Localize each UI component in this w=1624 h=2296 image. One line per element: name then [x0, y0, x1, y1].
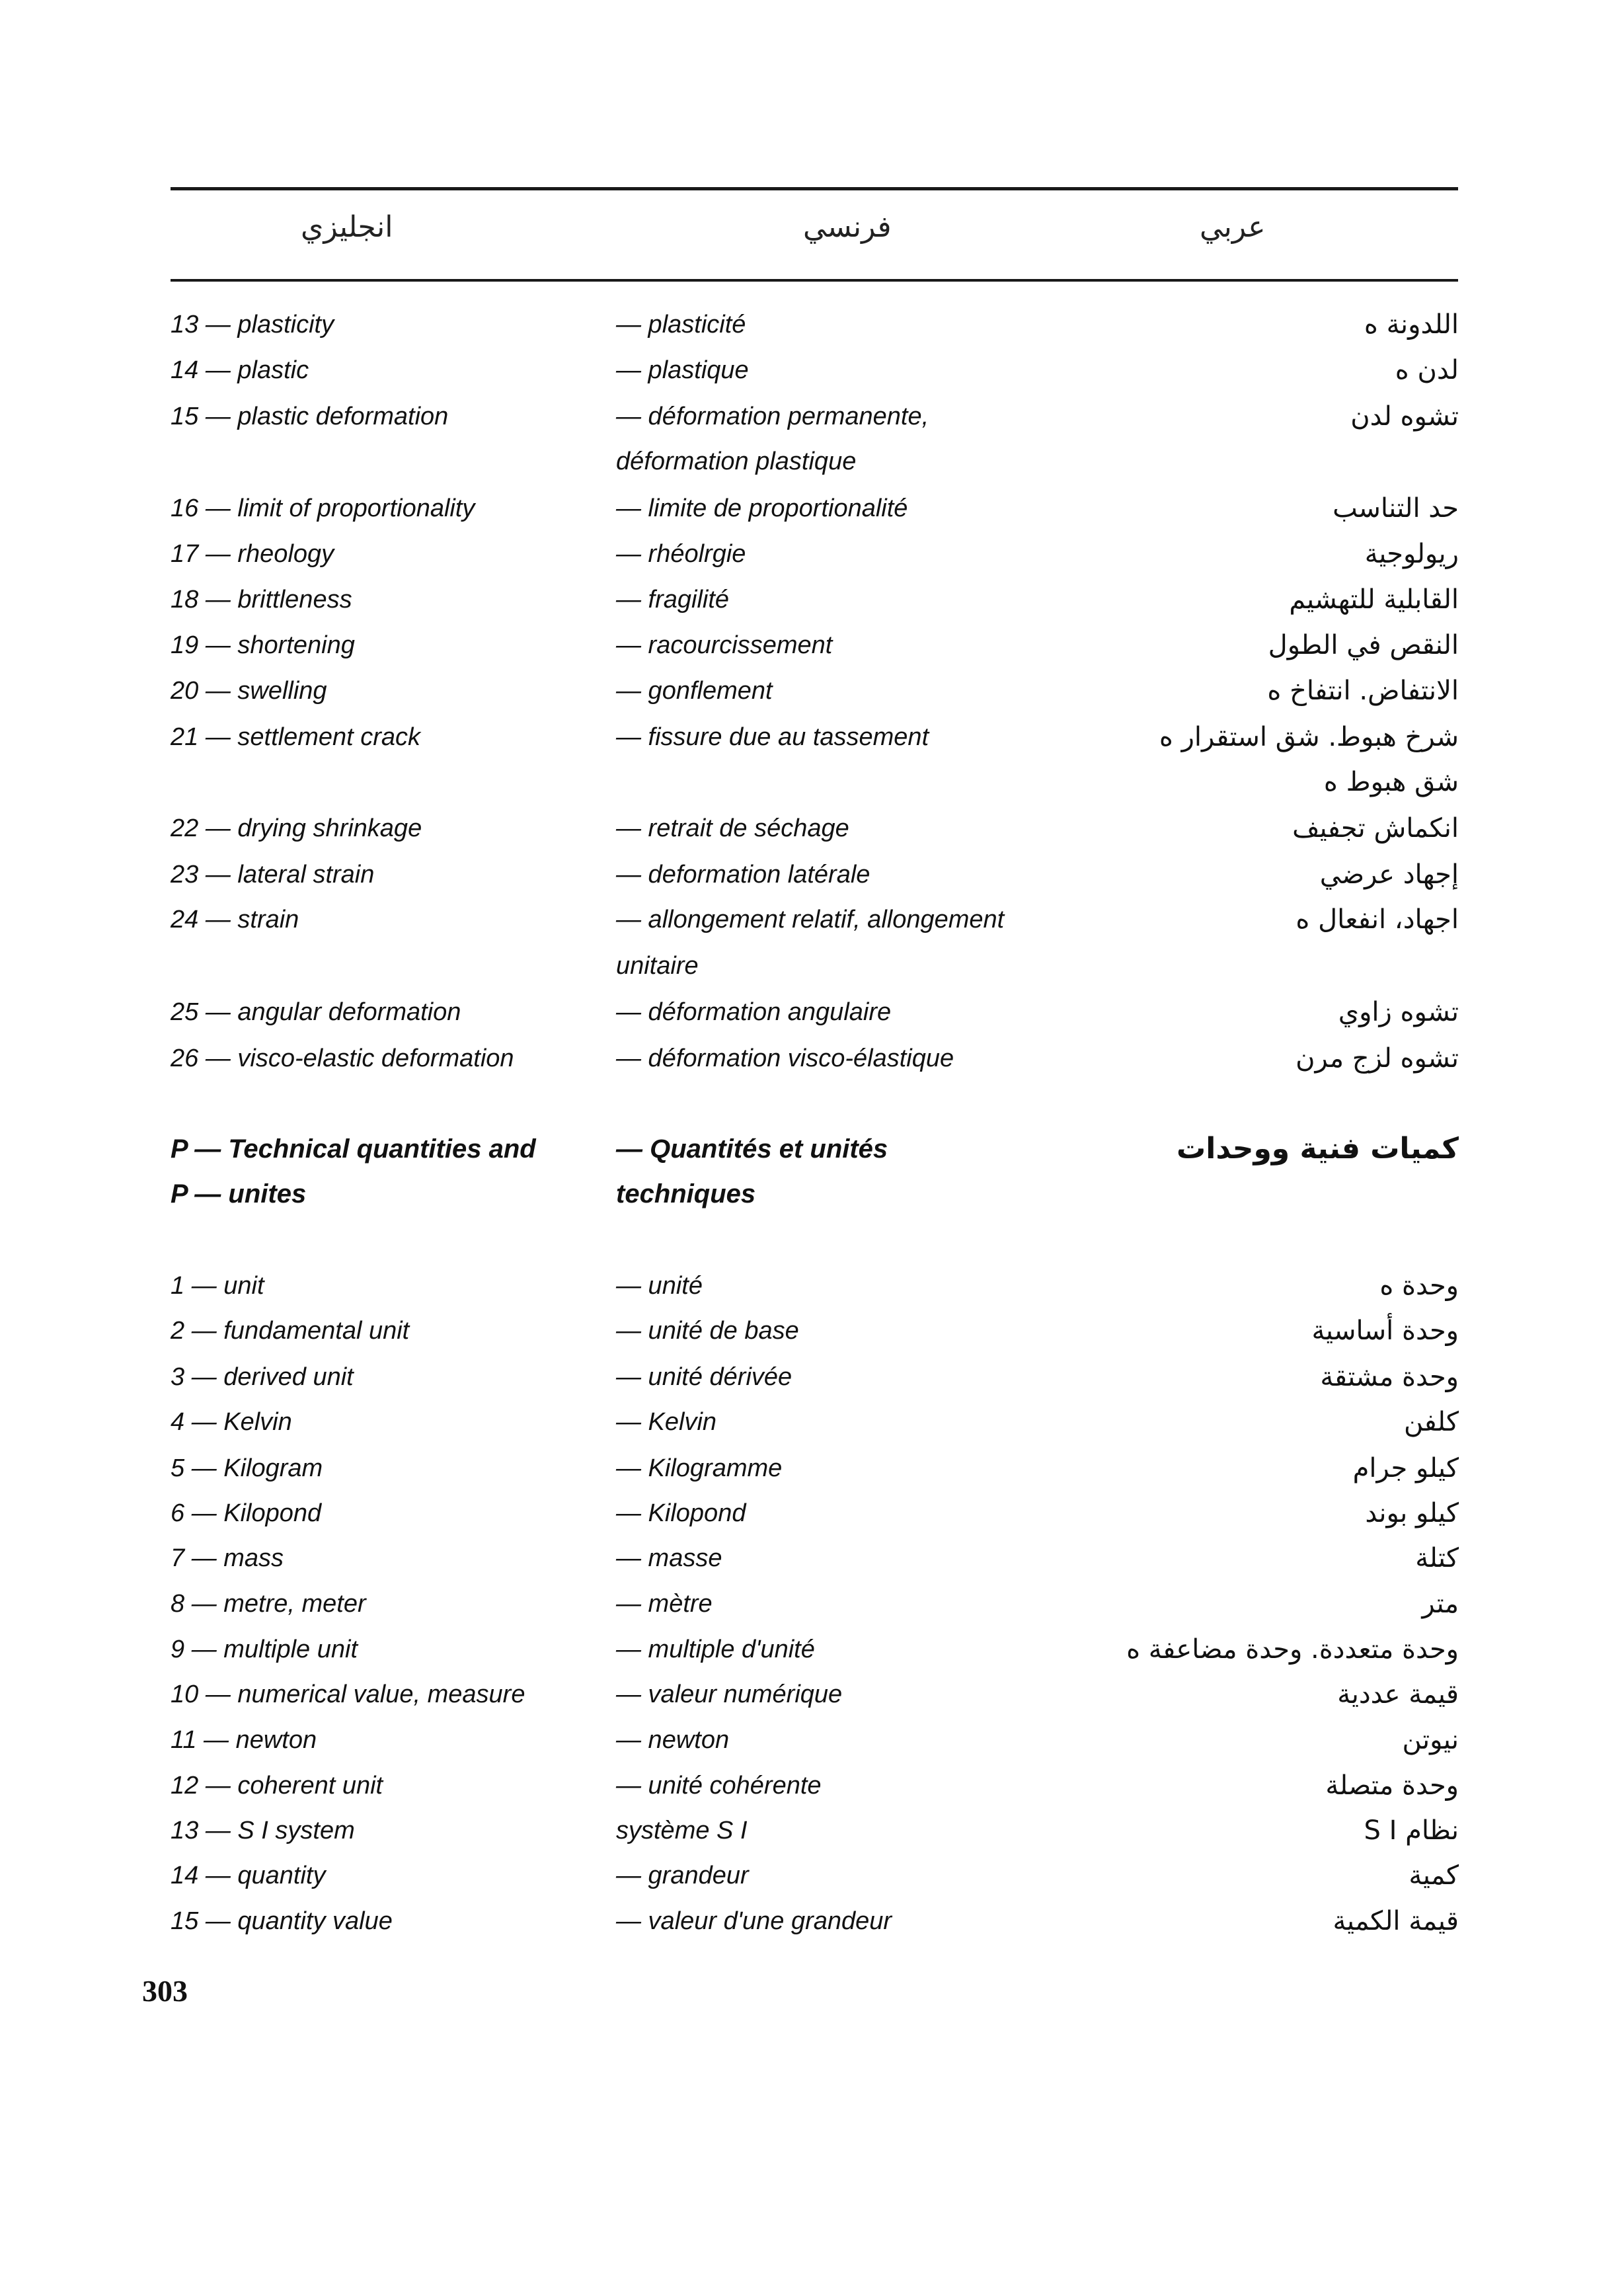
term-arabic: كميات فنية ووحدات	[1177, 1132, 1459, 1166]
glossary-row	[0, 1538, 1624, 1579]
glossary-row	[0, 396, 1624, 437]
term-english: 22 — drying shrinkage	[171, 814, 422, 842]
term-french: unitaire	[616, 952, 699, 980]
term-arabic: وحدة أساسية	[1311, 1316, 1459, 1346]
term-arabic: كتلة	[1415, 1543, 1459, 1573]
term-english: 17 — rheology	[171, 540, 334, 568]
glossary-row	[0, 625, 1624, 666]
glossary-row	[0, 1629, 1624, 1670]
term-arabic: تشوه لدن	[1350, 401, 1459, 432]
glossary-row	[0, 670, 1624, 711]
term-english: 5 — Kilogram	[171, 1454, 323, 1482]
column-header-french: فرنسي	[803, 210, 892, 244]
glossary-row	[0, 534, 1624, 574]
term-french: techniques	[616, 1179, 756, 1208]
term-french: — fragilité	[616, 586, 730, 614]
glossary-row	[0, 808, 1624, 849]
term-arabic: تشوه لزج مرن	[1295, 1043, 1459, 1074]
term-arabic: لدن ه	[1395, 355, 1459, 385]
term-english: 1 — unit	[171, 1272, 264, 1300]
glossary-row	[0, 350, 1624, 391]
term-arabic: القابلية للتهشيم	[1289, 584, 1459, 615]
term-french: — unité de base	[616, 1317, 799, 1345]
term-arabic: وحدة متصلة	[1325, 1770, 1459, 1801]
term-english: 18 — brittleness	[171, 586, 352, 614]
term-english: P — Technical quantities and	[171, 1134, 536, 1164]
term-french: — déformation visco-élastique	[616, 1045, 954, 1072]
term-english: 24 — strain	[171, 906, 299, 933]
term-english: 14 — plastic	[171, 356, 309, 384]
term-english: 15 — quantity value	[171, 1907, 393, 1935]
column-header-arabic: عربي	[1200, 210, 1266, 244]
term-french: — Kilopond	[616, 1499, 746, 1527]
glossary-row	[0, 1765, 1624, 1806]
term-arabic: قيمة الكمية	[1333, 1906, 1459, 1936]
glossary-row	[0, 1493, 1624, 1534]
term-english: 13 — S I system	[171, 1817, 355, 1844]
term-french: — valeur d'une grandeur	[616, 1907, 892, 1935]
term-arabic: كلفن	[1404, 1407, 1459, 1437]
term-arabic: كيلو جرام	[1352, 1453, 1459, 1484]
term-french: — déformation angulaire	[616, 998, 892, 1026]
term-arabic: متر	[1422, 1589, 1459, 1619]
term-english: 10 — numerical value, measure	[171, 1681, 525, 1708]
term-arabic: الانتفاض. انتفاخ ه	[1267, 676, 1459, 706]
term-english: 20 — swelling	[171, 677, 327, 705]
term-english: 15 — plastic deformation	[171, 403, 449, 430]
term-english: 12 — coherent unit	[171, 1772, 383, 1800]
term-arabic: ريولوجية	[1364, 539, 1459, 569]
glossary-row	[0, 945, 1624, 986]
term-french: — déformation permanente,	[616, 403, 929, 430]
term-english: 2 — fundamental unit	[171, 1317, 410, 1345]
glossary-row	[0, 992, 1624, 1033]
term-french: — unité dérivée	[616, 1363, 793, 1391]
glossary-row	[0, 488, 1624, 529]
term-french: — racourcissement	[616, 631, 833, 659]
glossary-row	[0, 1720, 1624, 1761]
section-heading-row	[0, 1173, 1624, 1214]
term-arabic: شق هبوط ه	[1323, 767, 1459, 797]
glossary-row	[0, 1448, 1624, 1489]
term-arabic: قيمة عددية	[1337, 1679, 1459, 1710]
term-french: déformation plastique	[616, 448, 857, 475]
top-rule	[171, 187, 1458, 190]
glossary-row	[0, 1810, 1624, 1851]
term-english: 6 — Kilopond	[171, 1499, 322, 1527]
term-arabic: نيوتن	[1402, 1725, 1459, 1755]
term-french: — retrait de séchage	[616, 814, 849, 842]
term-french: — grandeur	[616, 1862, 749, 1889]
term-english: 13 — plasticity	[171, 311, 334, 338]
term-french: — deformation latérale	[616, 861, 870, 889]
term-french: — unité	[616, 1272, 703, 1300]
term-french: — Quantités et unités	[616, 1134, 888, 1164]
glossary-row	[0, 717, 1624, 758]
term-french: système S I	[616, 1817, 748, 1844]
glossary-row	[0, 1310, 1624, 1351]
term-english: 21 — settlement crack	[171, 723, 421, 751]
term-english: 23 — lateral strain	[171, 861, 375, 889]
page-number: 303	[142, 1974, 188, 2008]
term-arabic: نظام S I	[1364, 1815, 1459, 1846]
term-arabic: تشوه زاوي	[1338, 997, 1459, 1027]
term-arabic: وحدة متعددة. وحدة مضاعفة ه	[1126, 1634, 1459, 1665]
term-french: — gonflement	[616, 677, 773, 705]
term-french: — Kilogramme	[616, 1454, 783, 1482]
term-arabic: كيلو بوند	[1365, 1498, 1459, 1528]
term-arabic: حد التناسب	[1333, 493, 1459, 524]
term-english: 8 — metre, meter	[171, 1590, 366, 1618]
glossary-row	[0, 1357, 1624, 1398]
glossary-row	[0, 579, 1624, 620]
term-english: 14 — quantity	[171, 1862, 326, 1889]
glossary-row	[0, 441, 1624, 482]
term-french: — mètre	[616, 1590, 713, 1618]
glossary-row	[0, 1901, 1624, 1942]
column-header-english: انجليزي	[301, 210, 393, 244]
section-heading-row	[0, 1128, 1624, 1169]
glossary-row	[0, 1583, 1624, 1624]
term-french: — plasticité	[616, 311, 746, 338]
term-french: — limite de proportionalité	[616, 495, 908, 522]
term-french: — unité cohérente	[616, 1772, 822, 1800]
term-english: 3 — derived unit	[171, 1363, 354, 1391]
term-english: 9 — multiple unit	[171, 1636, 358, 1663]
term-english: 11 — newton	[171, 1726, 317, 1754]
term-english: 25 — angular deformation	[171, 998, 461, 1026]
glossary-row	[0, 762, 1624, 803]
term-english: 4 — Kelvin	[171, 1408, 292, 1436]
term-arabic: وحدة ه	[1379, 1271, 1459, 1301]
glossary-row	[0, 1855, 1624, 1896]
glossary-row	[0, 854, 1624, 895]
header-rule	[171, 279, 1458, 282]
term-french: — Kelvin	[616, 1408, 717, 1436]
term-english: P — unites	[171, 1179, 307, 1208]
term-arabic: اجهاد، انفعال ه	[1295, 904, 1459, 935]
term-arabic: إجهاد عرضي	[1319, 859, 1459, 890]
term-french: — plastique	[616, 356, 749, 384]
term-english: 26 — visco-elastic deformation	[171, 1045, 514, 1072]
term-arabic: النقص في الطول	[1268, 630, 1459, 660]
term-french: — fissure due au tassement	[616, 723, 929, 751]
glossary-row	[0, 1038, 1624, 1079]
term-french: — newton	[616, 1726, 730, 1754]
term-french: — allongement relatif, allongement	[616, 906, 1005, 933]
term-arabic: وحدة مشتقة	[1320, 1362, 1459, 1392]
term-french: — valeur numérique	[616, 1681, 843, 1708]
term-english: 19 — shortening	[171, 631, 355, 659]
glossary-row	[0, 1402, 1624, 1443]
term-arabic: كمية	[1409, 1860, 1459, 1891]
term-arabic: شرخ هبوط. شق استقرار ه	[1159, 722, 1459, 752]
term-arabic: انكماش تجفيف	[1292, 813, 1459, 844]
term-english: 16 — limit of proportionality	[171, 495, 475, 522]
term-arabic: اللدونة ه	[1364, 309, 1459, 340]
glossary-row	[0, 1674, 1624, 1715]
term-english: 7 — mass	[171, 1544, 284, 1572]
term-french: — multiple d'unité	[616, 1636, 815, 1663]
glossary-row	[0, 1265, 1624, 1306]
glossary-row	[0, 304, 1624, 345]
term-french: — masse	[616, 1544, 722, 1572]
glossary-row	[0, 899, 1624, 940]
term-french: — rhéolrgie	[616, 540, 746, 568]
